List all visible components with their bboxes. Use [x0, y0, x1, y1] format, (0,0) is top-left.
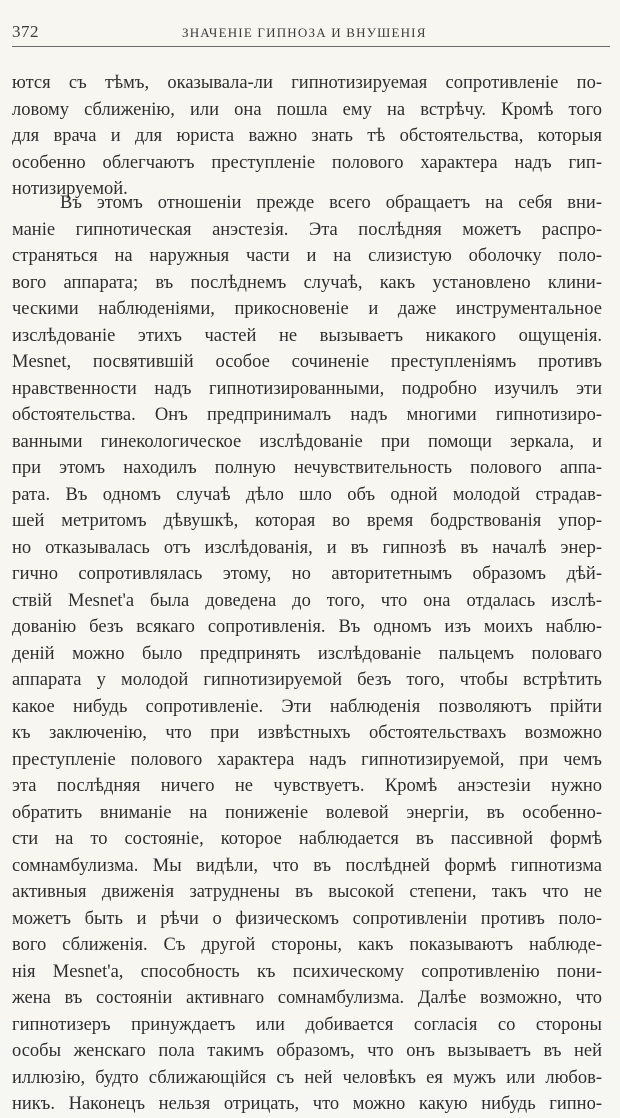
text-line: гично сопротивлялась этому, но авторитетнымъ образомъ дѣй-	[12, 564, 602, 584]
text-line: сомнамбулизма. Мы видѣли, что въ послѣдней формѣ гипнотизма	[12, 855, 602, 876]
text-line: особы женскаго пола такимъ образомъ, что онъ вызываетъ въ ней	[12, 1041, 602, 1061]
text-line: изслѣдованіе этихъ частей не вызываетъ никакого ощущенія.	[12, 325, 602, 346]
text-line: Въ этомъ отношеніи прежде всего обращаетъ на себя вни-	[60, 193, 602, 213]
page-header	[12, 22, 610, 47]
text-line: сти на то состояніе, которое наблюдается въ пассивной формѣ	[12, 829, 602, 849]
text-line: ванными гинекологическое изслѣдованіе при помощи зеркала, и	[12, 431, 602, 452]
text-line: эта послѣдняя ничего не чувствуетъ. Кромѣ анэстезіи нужно	[12, 776, 602, 796]
text-line: иллюзію, будто сближающійся съ ней человѣкъ ея мужъ или любов-	[12, 1067, 602, 1088]
text-line: гипнотизеръ принуждаетъ или добивается согласія со стороны	[12, 1014, 602, 1035]
text-line: маніе гипнотическая анэстезія. Эта послѣдняя можетъ распро-	[12, 219, 602, 240]
text-line: шей метритомъ дѣвушкѣ, которая во время бодрствованія упор-	[12, 511, 602, 531]
text-line: для врача и для юриста важно знать тѣ обстоятельства, которыя	[12, 126, 602, 146]
text-line: рата. Въ одномъ случаѣ дѣло шло объ одной молодой страдав-	[12, 484, 602, 505]
text-line: жена въ состояніи активнаго сомнамбулизма. Далѣе возможно, что	[12, 988, 602, 1008]
text-line: обстоятельства. Онъ предпринималъ надъ многими гипнотизиро-	[12, 405, 602, 425]
text-line: ются съ тѣмъ, оказывала-ли гипнотизируемая сопротивленіе по-	[12, 73, 602, 93]
text-line: нія Mesnet'а, способность къ психическому сопротивленію пони-	[12, 961, 602, 982]
text-line: къ заключенію, что при извѣстныхъ обстоятельствахъ возможно	[12, 723, 602, 743]
text-line: Mesnet, посвятившій особое сочиненіе преступленіямъ противъ	[12, 352, 602, 372]
text-line: нравственности надъ гипнотизированными, подробно изучилъ эти	[12, 378, 602, 399]
text-line: вого сближенія. Съ другой стороны, какъ показываютъ наблюде-	[12, 935, 602, 955]
text-line: обратить вниманіе на пониженіе волевой энергіи, въ особенно-	[12, 802, 602, 823]
text-line: при этомъ находилъ полную нечувствительность полового аппа-	[12, 458, 602, 478]
text-line: ствій Mesnet'а была доведена до того, что она отдалась изслѣ-	[12, 590, 602, 611]
paragraph-2	[12, 190, 602, 1118]
text-line: ловому сближенію, или она пошла ему на встрѣчу. Кромѣ того	[12, 99, 602, 120]
text-line: преступленіе полового характера надъ гипнотизируемой, при чемъ	[12, 749, 602, 770]
text-line: дованію безъ всякаго сопротивленія. Въ одномъ изъ моихъ наблю-	[12, 617, 602, 637]
running-title: ЗНАЧЕНІЕ ГИПНОЗА И ВНУШЕНІЯ	[182, 25, 427, 40]
text-line: нотизируемой.	[12, 179, 128, 199]
text-line: никъ. Наконецъ нельзя отрицать, что можно какую нибудь гипно-	[12, 1094, 602, 1114]
text-line: вого аппарата; въ послѣднемъ случаѣ, какъ установлено клини-	[12, 272, 602, 293]
page-number: 372	[12, 22, 39, 41]
text-line: деній можно было предпринять изслѣдованіе пальцемъ половаго	[12, 643, 602, 664]
text-line: но отказывалась отъ изслѣдованія, и въ гипнозѣ въ началѣ энер-	[12, 537, 602, 558]
text-line: особенно облегчаютъ преступленіе полового характера надъ гип-	[12, 152, 602, 173]
text-line: ческими наблюденіями, прикосновеніе и даже инструментальное	[12, 299, 602, 319]
text-line: аппарата у молодой гипнотизируемой безъ того, чтобы встрѣтить	[12, 670, 602, 690]
paragraph-1	[12, 70, 602, 203]
text-line: страняться на наружныя части и на слизистую оболочку поло-	[12, 246, 602, 266]
text-line: какое нибудь сопротивленіе. Эти наблюденія позволяютъ прійти	[12, 696, 602, 717]
text-line: можетъ быть и рѣчи о физическомъ сопротивленіи противъ поло-	[12, 908, 602, 929]
text-line: активныя движенія затруднены въ высокой степени, такъ что не	[12, 882, 602, 902]
